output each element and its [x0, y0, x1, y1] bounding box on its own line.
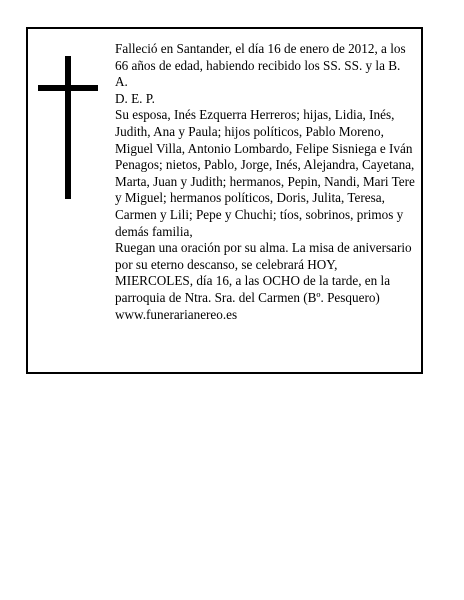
obituary-notice [26, 27, 423, 374]
mass-announcement: Ruegan una oración por su alma. La misa de aniversario por su eterno descanso, se celebrará HOY, MIERCOLES, día 16, a las OCHO de la tarde, en la parroquia de Ntra. Sra. del Carmen (Bº. Pesquero) [115, 240, 412, 305]
website-text: www.funerarianereo.es [115, 306, 238, 322]
cross-vertical-bar [65, 56, 71, 199]
cross-horizontal-bar [38, 85, 98, 91]
dep-line: D. E. P. [115, 90, 155, 106]
latin-cross-icon [38, 56, 98, 199]
death-announcement: Falleció en Santander, el día 16 de enero de 2012, a los 66 años de edad, habiendo recibido los SS. SS. y la B. A. [115, 41, 406, 90]
family-list: Su esposa, Inés Ezquerra Herreros; hijas, Lidia, Inés, Judith, Ana y Paula; hijos políticos, Pablo Moreno, Miguel Villa, Antonio Lombardo, Felipe Sisniega e Iván Penagos; nietos, Pablo, Jorge, Inés, Alejandra, Cayetana, Marta, Juan y Judith; hermanos, Pepin, Nandi, Mari Tere y Miguel; hermanos políticos, Doris, Julita, Teresa, Carmen y Lili; Pepe y Chuchi; tíos, sobrinos, primos y demás familia, [115, 107, 415, 239]
notice-text [115, 41, 415, 323]
